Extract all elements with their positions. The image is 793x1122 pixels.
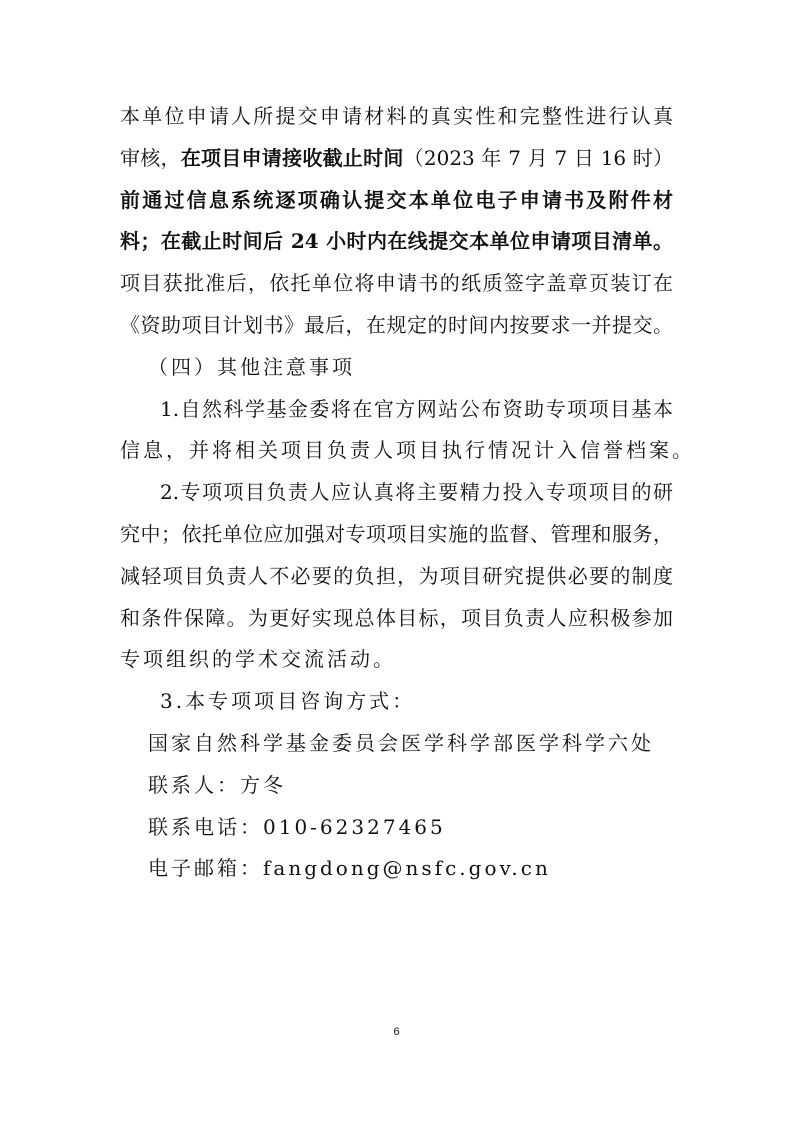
text-segment: 本单位申请人所提交申请材料的真实性和完整性进行认真 (120, 104, 673, 128)
text-segment: 联系电话：010-62327465 (148, 814, 446, 839)
text-segment: 专项组织的学术交流活动。 (120, 647, 396, 672)
text-segment: 3.本专项项目咨询方式： (160, 689, 416, 714)
bold-text-segment: 前通过信息系统逐项确认提交本单位电子申请书及附件材 (120, 187, 673, 212)
text-segment: 国家自然科学基金委员会医学科学部医学科学六处 (148, 730, 654, 755)
text-line (120, 263, 673, 305)
text-line (120, 347, 673, 389)
text-line (120, 472, 673, 514)
text-line (120, 681, 673, 723)
text-line (120, 556, 673, 598)
text-line (120, 138, 673, 180)
text-segment: 审核， (120, 145, 181, 170)
bold-text-segment: 料；在截止时间后 24 小时内在线提交本单位申请项目清单。 (120, 229, 673, 254)
text-segment: 《资助项目计划书》最后，在规定的时间内按要求一并提交。 (120, 312, 673, 337)
text-line (120, 723, 673, 765)
text-segment: 项目获批准后，依托单位将申请书的纸质签字盖章页装订在 (120, 271, 673, 296)
text-line (120, 807, 673, 849)
text-line (120, 639, 673, 681)
text-segment: 电子邮箱：fangdong@nsfc.gov.cn (148, 856, 551, 881)
text-segment: 2.专项项目负责人应认真将主要精力投入专项项目的研 (160, 480, 673, 505)
text-segment: 减轻项目负责人不必要的负担，为项目研究提供必要的制度 (120, 563, 673, 588)
text-segment: 究中；依托单位应加强对专项项目实施的监督、管理和服务， (120, 521, 673, 546)
text-segment: 信息，并将相关项目负责人项目执行情况计入信誉档案。 (120, 438, 695, 463)
text-line (120, 765, 673, 807)
text-line (120, 430, 695, 472)
text-line (120, 221, 673, 263)
text-line (120, 514, 673, 556)
text-line (120, 96, 673, 138)
text-line (120, 848, 673, 890)
text-segment: 联系人：方冬 (148, 772, 286, 797)
text-segment: 1.自然科学基金委将在官方网站公布资助专项项目基本 (160, 396, 673, 421)
bold-text-segment: 在项目申请接收截止时间 (180, 145, 404, 170)
text-line (120, 598, 673, 640)
text-segment: （2023 年 7 月 7 日 16 时） (403, 145, 674, 170)
text-line (120, 389, 673, 431)
page-number: 6 (393, 1026, 400, 1038)
text-segment: 和条件保障。为更好实现总体目标，项目负责人应积极参加 (120, 605, 673, 630)
text-segment: （四）其他注意事项 (148, 354, 355, 379)
text-line (120, 180, 673, 222)
text-line (120, 305, 673, 347)
body-text (120, 96, 695, 890)
